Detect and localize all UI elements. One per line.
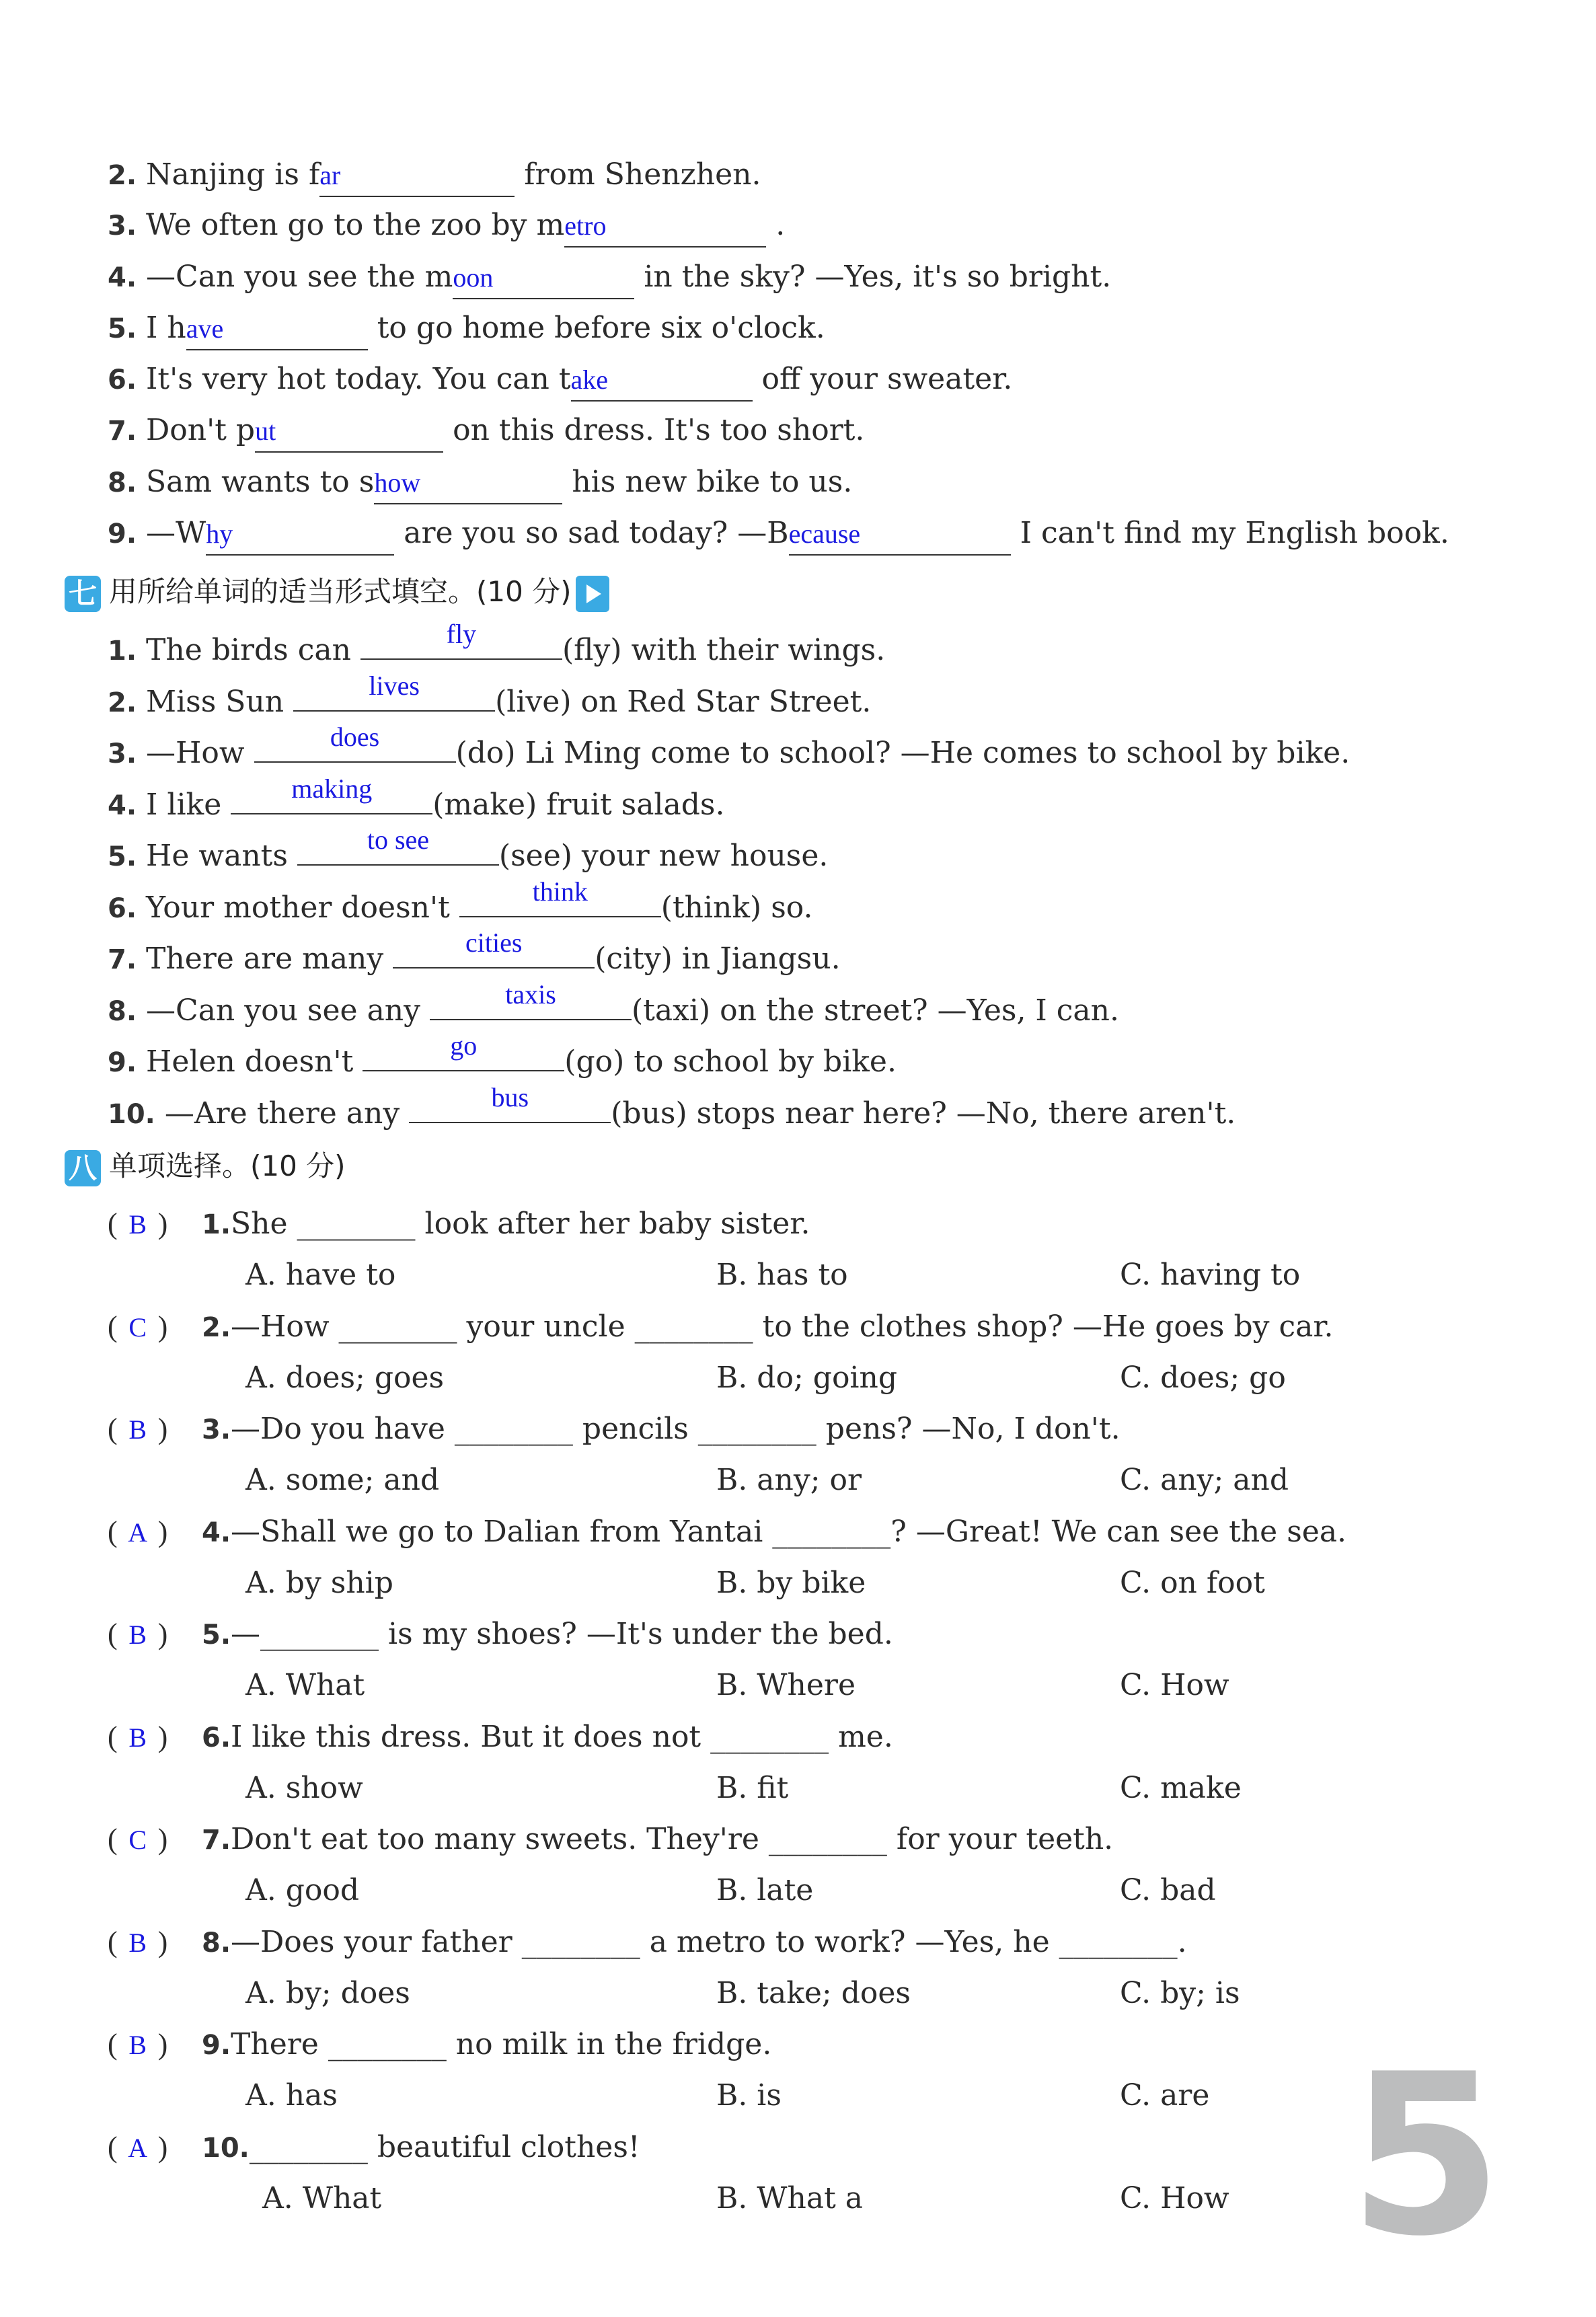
answer-letter: B (128, 1927, 147, 1958)
question-text: (bus) stops near here? —No, there aren't. (611, 1096, 1236, 1131)
fill-line (108, 257, 1515, 299)
section7-badge: 七 (65, 576, 101, 612)
answer-text: oon (453, 262, 494, 293)
fill-line (108, 876, 1515, 929)
fill-line (108, 1081, 1515, 1135)
option-c[interactable]: C. having to (1120, 1258, 1301, 1292)
option-b[interactable]: B. fit (716, 1770, 789, 1805)
fill-line (108, 308, 1515, 350)
question-stem: —Does your father ________ a metro to work? —Yes, he ________. (231, 1924, 1187, 1959)
question-number: 8. (108, 995, 137, 1027)
option-b[interactable]: B. by bike (716, 1565, 866, 1600)
answer-text: fly (446, 619, 477, 649)
question-text: I like (146, 787, 222, 822)
question-text: (see) your new house. (498, 839, 829, 873)
question-number: 8. (202, 1927, 231, 1959)
section8-title: 单项选择。(10 分) (109, 1149, 346, 1182)
answer-letter: B (128, 1209, 147, 1240)
answer-letter: C (128, 1825, 147, 1855)
answer-text: does (330, 722, 380, 752)
option-b[interactable]: B. has to (716, 1258, 848, 1292)
answer-blank[interactable] (393, 927, 595, 968)
question-text: —Can you see the m (146, 260, 453, 294)
answer-letter: B (128, 1620, 147, 1650)
answer-text: taxis (505, 979, 556, 1010)
answer-parentheses[interactable]: ( B ) (108, 1204, 202, 1245)
question-number: 10. (108, 1098, 155, 1130)
question-number: 7. (108, 416, 137, 447)
question-text: The birds can (146, 633, 351, 667)
answer-blank[interactable] (360, 619, 562, 660)
option-c[interactable]: C. by; is (1120, 1975, 1240, 2010)
question-number: 1. (108, 636, 137, 667)
answer-text: lives (369, 670, 420, 701)
option-c[interactable]: C. are (1120, 2078, 1210, 2113)
question-stem: —Shall we go to Dalian from Yantai ________? —Great! We can see the sea. (231, 1514, 1347, 1549)
answer-blank[interactable] (374, 462, 562, 504)
question-number: 6. (202, 1722, 231, 1753)
option-b[interactable]: B. What a (716, 2180, 864, 2215)
answer-blank[interactable] (453, 257, 634, 299)
option-b[interactable]: B. Where (716, 1668, 856, 1702)
fill-line (108, 825, 1515, 877)
question-text: (go) to school by bike. (564, 1044, 897, 1079)
question-number: 4. (202, 1517, 231, 1548)
mc-question (108, 1409, 1515, 1450)
fill-line (108, 205, 1515, 248)
answer-letter: B (128, 1414, 147, 1445)
answer-blank[interactable] (319, 155, 515, 197)
answer-text: ar (319, 160, 341, 190)
answer-text: ecause (788, 519, 861, 549)
answer-blank[interactable] (789, 513, 1011, 556)
fill-line (108, 979, 1515, 1032)
question-text: Sam wants to s (146, 465, 375, 499)
fill-line (108, 1030, 1515, 1083)
question-number: 1. (202, 1209, 231, 1240)
answer-text: cities (465, 927, 523, 958)
question-text: Nanjing is f (146, 157, 320, 192)
answer-parentheses[interactable]: ( B ) (108, 2024, 202, 2065)
answer-parentheses[interactable]: ( C ) (108, 1819, 202, 1860)
question-number: 3. (202, 1414, 231, 1445)
answer-blank[interactable] (459, 876, 661, 917)
option-a[interactable]: A. What (262, 2180, 382, 2215)
answer-blank[interactable] (297, 825, 499, 866)
question-text: on this dress. It's too short. (453, 413, 865, 447)
question-text: (do) Li Ming come to school? —He comes to school by bike. (455, 736, 1351, 770)
question-number: 5. (108, 313, 137, 344)
fill-line (108, 155, 1515, 197)
option-c[interactable]: C. on foot (1120, 1565, 1265, 1600)
option-a[interactable]: A. show (245, 1770, 363, 1805)
question-stem: —________ is my shoes? —It's under the bed. (231, 1617, 893, 1651)
question-stem: I like this dress. But it does not ________ me. (231, 1719, 893, 1754)
answer-blank[interactable] (430, 979, 632, 1020)
question-stem: There ________ no milk in the fridge. (231, 2027, 772, 2061)
answer-blank[interactable] (255, 410, 443, 453)
answer-text: bus (491, 1081, 529, 1112)
question-text: There are many (146, 942, 384, 976)
question-number: 6. (108, 365, 137, 395)
answer-letter: A (128, 2132, 148, 2163)
option-c[interactable]: C. does; go (1120, 1360, 1286, 1395)
question-text: I can't find my English book. (1020, 516, 1449, 550)
option-b[interactable]: B. take; does (716, 1975, 911, 2010)
option-a[interactable]: A. by ship (245, 1565, 393, 1600)
question-text: (make) fruit salads. (432, 787, 725, 822)
question-text: —Can you see any (146, 993, 420, 1028)
answer-letter: C (128, 1312, 147, 1342)
question-text: his new bike to us. (572, 465, 853, 499)
question-text: We often go to the zoo by m (146, 208, 565, 242)
question-text: (fly) with their wings. (562, 633, 886, 667)
question-text: Your mother doesn't (146, 890, 450, 925)
option-b[interactable]: B. do; going (716, 1360, 898, 1395)
answer-letter: A (128, 1517, 148, 1548)
question-number: 10. (202, 2132, 250, 2164)
answer-blank[interactable] (564, 205, 766, 248)
question-text: Miss Sun (146, 684, 284, 719)
question-stem: She ________ look after her baby sister. (231, 1207, 810, 1241)
question-text: from Shenzhen. (524, 157, 761, 192)
mc-question (108, 2024, 1515, 2065)
answer-text: etro (564, 211, 607, 241)
fill-line (108, 359, 1515, 402)
option-a[interactable]: A. What (245, 1668, 365, 1702)
page-number: 5 (1348, 2026, 1503, 2285)
question-text: Don't p (146, 413, 256, 447)
question-number: 9. (108, 1047, 137, 1078)
mc-question (108, 1819, 1515, 1860)
section7-title: 用所给单词的适当形式填空。(10 分) (109, 575, 572, 608)
question-number: 4. (108, 790, 137, 821)
answer-parentheses[interactable]: ( B ) (108, 1717, 202, 1758)
question-text: (think) so. (660, 890, 813, 925)
fill-line (108, 462, 1515, 504)
option-a[interactable]: A. does; goes (245, 1360, 445, 1395)
option-c[interactable]: C. make (1120, 1770, 1242, 1805)
answer-text: ave (186, 313, 224, 344)
mc-question (108, 1614, 1515, 1655)
fill-line (108, 513, 1515, 556)
question-number: 4. (108, 262, 137, 293)
mc-question (108, 1717, 1515, 1758)
question-stem: —Do you have ________ pencils ________ pens? —No, I don't. (231, 1412, 1120, 1446)
answer-text: to see (367, 825, 430, 855)
answer-blank[interactable] (571, 359, 753, 402)
answer-parentheses[interactable]: ( B ) (108, 1922, 202, 1963)
option-a[interactable]: A. have to (245, 1258, 396, 1292)
question-number: 6. (108, 892, 137, 924)
question-stem: ________ beautiful clothes! (249, 2129, 640, 2164)
section8-badge: 八 (65, 1150, 101, 1186)
answer-parentheses[interactable]: ( C ) (108, 1307, 202, 1348)
question-text: —How (146, 736, 245, 770)
answer-blank[interactable] (231, 773, 432, 814)
option-c[interactable]: C. bad (1120, 1873, 1216, 1907)
answer-letter: B (128, 1722, 147, 1753)
question-text: in the sky? —Yes, it's so bright. (644, 260, 1112, 294)
mc-question (108, 1204, 1515, 1245)
option-a[interactable]: A. by; does (245, 1975, 410, 2010)
mc-question (108, 2127, 1515, 2168)
question-text: It's very hot today. You can t (146, 362, 571, 396)
question-stem: Don't eat too many sweets. They're ________ for your teeth. (231, 1822, 1114, 1856)
answer-blank[interactable] (293, 670, 495, 712)
question-number: 3. (108, 738, 137, 769)
question-number: 5. (202, 1620, 231, 1650)
mc-question (108, 1512, 1515, 1553)
option-b[interactable]: B. any; or (716, 1463, 862, 1497)
question-number: 5. (108, 841, 137, 872)
option-a[interactable]: A. has (245, 2078, 338, 2113)
answer-parentheses[interactable]: ( A ) (108, 1512, 202, 1553)
answer-text: ake (570, 365, 609, 395)
question-text: —Are there any (164, 1096, 400, 1131)
question-number: 8. (108, 467, 137, 498)
fill-line (108, 927, 1515, 980)
mc-question (108, 1307, 1515, 1348)
answer-blank[interactable] (409, 1081, 611, 1123)
question-text: (live) on Red Star Street. (495, 684, 872, 719)
answer-blank[interactable] (363, 1030, 564, 1071)
question-number: 3. (108, 211, 137, 241)
question-number: 2. (108, 687, 137, 718)
answer-letter: B (128, 2030, 147, 2060)
question-number: 7. (108, 944, 137, 975)
answer-text: go (450, 1030, 478, 1061)
question-text: to go home before six o'clock. (377, 311, 825, 345)
option-c[interactable]: C. How (1120, 2180, 1229, 2215)
question-text: are you so sad today? —B (404, 516, 789, 550)
question-text: . (775, 208, 786, 242)
answer-blank[interactable] (206, 513, 394, 556)
section7-header (65, 570, 609, 613)
question-text: off your sweater. (761, 362, 1013, 396)
question-text: I h (146, 311, 186, 345)
question-stem: —How ________ your uncle ________ to the clothes shop? —He goes by car. (231, 1309, 1334, 1344)
answer-text: making (291, 773, 373, 804)
answer-parentheses[interactable]: ( B ) (108, 1409, 202, 1450)
question-number: 9. (202, 2030, 231, 2061)
answer-parentheses[interactable]: ( B ) (108, 1614, 202, 1655)
answer-parentheses[interactable]: ( A ) (108, 2127, 202, 2168)
answer-text: how (374, 467, 421, 498)
mc-question (108, 1922, 1515, 1963)
option-a[interactable]: A. good (245, 1873, 360, 1907)
question-text: (taxi) on the street? —Yes, I can. (632, 993, 1119, 1028)
question-text: Helen doesn't (146, 1044, 354, 1079)
answer-text: think (532, 876, 588, 907)
question-number: 2. (202, 1312, 231, 1343)
question-text: He wants (146, 839, 288, 873)
option-b[interactable]: B. is (716, 2078, 782, 2113)
answer-blank[interactable] (254, 722, 456, 763)
answer-blank[interactable] (186, 308, 368, 350)
answer-text: ut (255, 416, 276, 446)
answer-text: hy (206, 519, 233, 549)
play-arrow-icon[interactable] (576, 576, 609, 612)
option-b[interactable]: B. late (716, 1873, 814, 1907)
option-c[interactable]: C. any; and (1120, 1463, 1289, 1497)
question-text: —W (146, 516, 206, 550)
question-number: 2. (108, 160, 137, 191)
question-number: 7. (202, 1825, 231, 1856)
fill-line (108, 410, 1515, 453)
section8-header (65, 1145, 346, 1188)
question-number: 9. (108, 519, 137, 549)
option-a[interactable]: A. some; and (245, 1463, 440, 1497)
question-text: (city) in Jiangsu. (595, 942, 841, 976)
option-c[interactable]: C. How (1120, 1668, 1229, 1702)
